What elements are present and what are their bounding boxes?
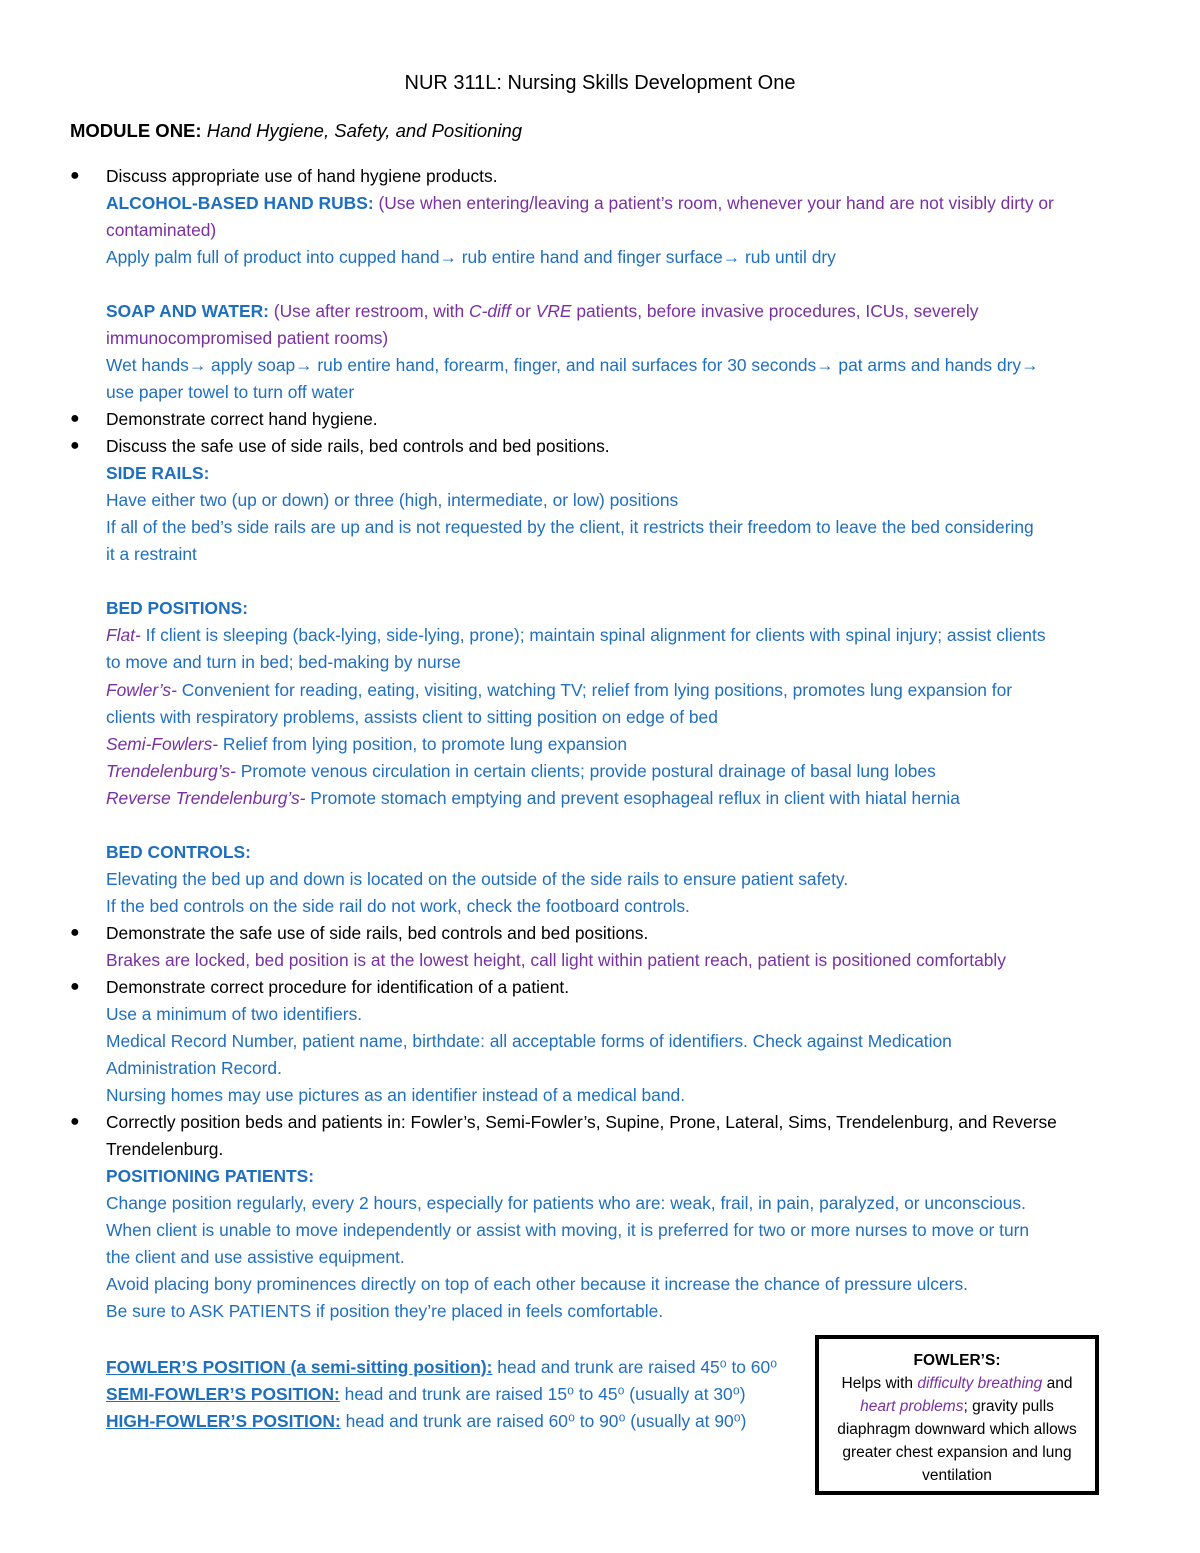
reverse-trendelenburg-line xyxy=(106,787,960,809)
fowler-position-text: head and trunk are raised 45⁰ to 60⁰ xyxy=(492,1357,778,1377)
ident-line-1: Use a minimum of two identifiers. xyxy=(106,1004,363,1024)
bullet-dot: ● xyxy=(70,924,80,941)
abhr-steps: Apply palm full of product into cupped hand→ rub entire hand and finger surface→ rub until dry xyxy=(106,247,836,267)
callout-line-2 xyxy=(819,1395,1095,1418)
positioning-line-1: Change position regularly, every 2 hours, especially for patients who are: weak, frail, in pain, paralyzed, or unconscious. xyxy=(106,1193,1026,1213)
trendelenburg-term: Trendelenburg’s- xyxy=(106,761,236,781)
abhr-heading: ALCOHOL-BASED HAND RUBS: xyxy=(106,193,374,213)
objective-positioning-2: Trendelenburg. xyxy=(106,1139,224,1159)
semi-fowlers-term: Semi-Fowlers- xyxy=(106,734,219,754)
callout-text: Helps with xyxy=(841,1375,918,1392)
reverse-trendelenburg-term: Reverse Trendelenburg’s- xyxy=(106,788,306,808)
semi-fowlers-text: Relief from lying position, to promote lung expansion xyxy=(218,734,627,754)
module-label: MODULE ONE: xyxy=(70,120,202,141)
abhr-line-1 xyxy=(106,192,1054,214)
module-subtitle: Hand Hygiene, Safety, and Positioning xyxy=(206,120,523,141)
callout-line-3: diaphragm downward which allows xyxy=(837,1421,1077,1438)
vre-term: VRE xyxy=(535,301,572,321)
bullet-dot: ● xyxy=(70,1113,80,1130)
fowlers-text-2: clients with respiratory problems, assists client to sitting position on edge of bed xyxy=(106,707,718,727)
side-rails-heading: SIDE RAILS: xyxy=(106,463,210,483)
objective-positioning-1: Correctly position beds and patients in: Fowler’s, Semi-Fowler’s, Supine, Prone, Lateral, Sims, Trendelenburg, and Reverse xyxy=(106,1112,1057,1132)
side-rails-line-2: If all of the bed’s side rails are up and is not requested by the client, it restricts their freedom to leave the bed considering xyxy=(106,517,1034,537)
cdiff-term: C-diff xyxy=(469,301,511,321)
high-fowler-position-text: head and trunk are raised 60⁰ to 90⁰ (usually at 90⁰) xyxy=(340,1411,747,1431)
bed-controls-heading: BED CONTROLS: xyxy=(106,842,251,862)
fowler-position-line xyxy=(106,1356,777,1378)
soap-line-1 xyxy=(106,300,978,322)
bullet-dot: ● xyxy=(70,978,80,995)
brakes-note: Brakes are locked, bed position is at the lowest height, call light within patient reach, patient is positioned comfortably xyxy=(106,950,1006,970)
bed-controls-line-2: If the bed controls on the side rail do not work, check the footboard controls. xyxy=(106,896,690,916)
fowlers-text-1: Convenient for reading, eating, visiting, watching TV; relief from lying positions, promotes lung expansion for xyxy=(176,680,1013,700)
flat-term: Flat- xyxy=(106,625,141,645)
objective-demonstrate-hand-hygiene: Demonstrate correct hand hygiene. xyxy=(106,409,378,429)
reverse-trendelenburg-text: Promote stomach emptying and prevent esophageal reflux in client with hiatal hernia xyxy=(305,788,960,808)
fowler-position-heading: FOWLER’S POSITION (a semi-sitting position): xyxy=(106,1357,493,1377)
positioning-heading: POSITIONING PATIENTS: xyxy=(106,1166,315,1186)
fowlers-callout-box xyxy=(815,1335,1099,1495)
callout-line-1 xyxy=(819,1372,1095,1395)
ident-line-3: Administration Record. xyxy=(106,1058,282,1078)
objective-demonstrate-side-rails: Demonstrate the safe use of side rails, bed controls and bed positions. xyxy=(106,923,649,943)
positioning-line-2: When client is unable to move independently or assist with moving, it is preferred for two or more nurses to move or turn xyxy=(106,1220,1030,1240)
soap-steps-2: use paper towel to turn off water xyxy=(106,382,355,402)
soap-note-2: immunocompromised patient rooms) xyxy=(106,328,389,348)
objective-hand-hygiene-products: Discuss appropriate use of hand hygiene products. xyxy=(106,166,498,186)
abhr-note-2: contaminated) xyxy=(106,220,217,240)
callout-term: heart problems xyxy=(860,1398,964,1415)
semi-fowler-position-line xyxy=(106,1383,746,1405)
soap-note-1b: patients, before invasive procedures, ICUs, severely xyxy=(571,301,979,321)
objective-identification: Demonstrate correct procedure for identification of a patient. xyxy=(106,977,570,997)
callout-term: difficulty breathing xyxy=(917,1375,1043,1392)
fowlers-line-1 xyxy=(106,679,1012,701)
flat-text-2: to move and turn in bed; bed-making by nurse xyxy=(106,652,461,672)
bullet-dot: ● xyxy=(70,410,80,427)
fowlers-term: Fowler’s- xyxy=(106,680,177,700)
bed-positions-heading: BED POSITIONS: xyxy=(106,598,249,618)
soap-note-1a: (Use after restroom, with xyxy=(268,301,470,321)
module-heading xyxy=(70,120,522,142)
page-title: NUR 311L: Nursing Skills Development One xyxy=(404,72,796,94)
semi-fowlers-line xyxy=(106,733,627,755)
ident-line-4: Nursing homes may use pictures as an identifier instead of a medical band. xyxy=(106,1085,686,1105)
ident-line-2: Medical Record Number, patient name, birthdate: all acceptable forms of identifiers. Check against Medication xyxy=(106,1031,952,1051)
flat-text-1: If client is sleeping (back-lying, side-lying, prone); maintain spinal alignment for clients with spinal injury; assist clients xyxy=(140,625,1046,645)
abhr-note-1: (Use when entering/leaving a patient’s room, whenever your hand are not visibly dirty or xyxy=(373,193,1054,213)
high-fowler-position-line xyxy=(106,1410,746,1432)
bullet-dot: ● xyxy=(70,167,80,184)
soap-steps-1: Wet hands→ apply soap→ rub entire hand, forearm, finger, and nail surfaces for 30 seconds→ pat arms and hands dry→ xyxy=(106,355,1039,375)
trendelenburg-line xyxy=(106,760,936,782)
semi-fowler-position-heading: SEMI-FOWLER’S POSITION: xyxy=(106,1384,340,1404)
side-rails-line-1: Have either two (up or down) or three (high, intermediate, or low) positions xyxy=(106,490,679,510)
soap-heading: SOAP AND WATER: xyxy=(106,301,269,321)
side-rails-line-3: it a restraint xyxy=(106,544,197,564)
semi-fowler-position-text: head and trunk are raised 15⁰ to 45⁰ (usually at 30⁰) xyxy=(339,1384,746,1404)
callout-text: and xyxy=(1042,1375,1073,1392)
bed-controls-line-1: Elevating the bed up and down is located on the outside of the side rails to ensure patient safety. xyxy=(106,869,849,889)
callout-text: ; gravity pulls xyxy=(963,1398,1054,1415)
positioning-line-4: Avoid placing bony prominences directly on top of each other because it increase the chance of pressure ulcers. xyxy=(106,1274,968,1294)
bullet-dot: ● xyxy=(70,437,80,454)
soap-or: or xyxy=(510,301,536,321)
objective-side-rails: Discuss the safe use of side rails, bed controls and bed positions. xyxy=(106,436,610,456)
positioning-line-3: the client and use assistive equipment. xyxy=(106,1247,405,1267)
callout-line-5: ventilation xyxy=(922,1467,992,1484)
callout-line-4: greater chest expansion and lung xyxy=(842,1444,1072,1461)
positioning-line-5: Be sure to ASK PATIENTS if position they’re placed in feels comfortable. xyxy=(106,1301,664,1321)
flat-line-1 xyxy=(106,624,1046,646)
high-fowler-position-heading: HIGH-FOWLER’S POSITION: xyxy=(106,1411,341,1431)
trendelenburg-text: Promote venous circulation in certain clients; provide postural drainage of basal lung lobes xyxy=(235,761,936,781)
callout-title: FOWLER’S: xyxy=(913,1352,1001,1369)
